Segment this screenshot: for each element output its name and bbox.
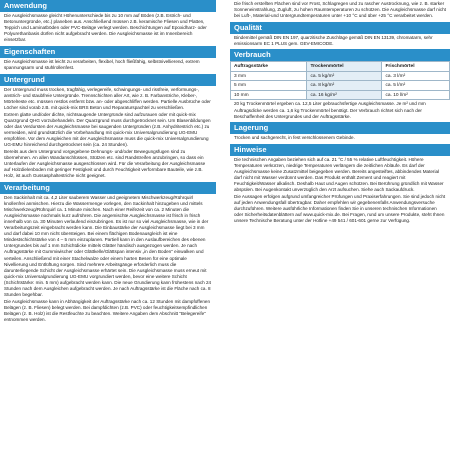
section-title-verarbeitung: Verarbeitung — [0, 182, 216, 194]
verbrauch-text — [230, 100, 450, 122]
section-title-untergrund: Untergrund — [0, 74, 216, 86]
verarbeitung-paragraph: Die Ausgleichsmasse kann in Abhängigkeit der Auftragsstärke nach ca. 12 Stunden mit dampfoffenen Belägen (z. B. Fliesen) belegt werden. Bei dampfdichten (z.B. PVC) oder feuchtigkeitsempfindlichen Belägen (z. B. Holz) ist die Restfeuchte zu beachten. Weitere Angaben dem Abschnitt "Belegereife" entnommen werden. — [4, 298, 210, 322]
table-cell: ca. 5 l/m² — [382, 81, 450, 91]
section-title-hinweise: Hinweise — [230, 144, 450, 156]
column-header-frischmoertel: Frischmörtel — [382, 62, 450, 72]
table-row — [231, 90, 450, 100]
hinweise-text — [230, 156, 450, 227]
untergrund-text — [0, 86, 216, 182]
table-cell: ca. 3 l/m² — [382, 71, 450, 81]
anwendung-paragraph: Die Ausgleichsmasse gleicht Höhenunterschiede bis zu 10 mm auf Böden (z.B. Estrich- und Betonuntergründe, etc.) planeben aus. Anschließend müssen z.B. keramische Fliesen und Platten, Teppich und Laminatböden oder PVC-Beläge verlegt werden. Beschichtungen auf Epoxidharz- oder Polyurethanbasis dürfen nicht aufgebracht werden. Die Ausgleichsmasse ist im Innenbereich einsetzbar. — [4, 13, 207, 43]
table-header-row — [231, 62, 450, 72]
section-title-verbrauch: Verbrauch — [230, 49, 450, 61]
hinweise-paragraph: Die technischen Angaben beziehen sich auf ca. 21 °C / 55 % relative Luftfeuchtigkeit. Höhere Temperaturen verkürzen, niedrige Temperaturen verlängern die zeitlichen Abläufe. Es darf der Ausgleichsmasse keine Zusatzmittel beigegeben werden. Bereits angesteiftes, abbindendes Material darf nicht mit Wasser verdünnt werden. Das Produkt enthält Zement und reagiert mit Feuchtigkeit/Wasser alkalisch. Deshalb Haut und Augen schützen. Bei Berührung gründlich mit Wasser abspülen. Bei Augenkontakt unverzüglich den Arzt aufsuchen. Siehe auch Sackaufdruck. — [234, 156, 444, 193]
table-cell: 10 mm — [231, 90, 307, 100]
table-cell: ca. 5 kg/m² — [307, 71, 382, 81]
lagerung-paragraph: Trocken und sachgerecht, in fest verschlossenem Gebinde. — [234, 135, 355, 141]
column-header-trockenmoertel: Trockenmörtel — [307, 62, 382, 72]
table-cell: ca. 10 l/m² — [382, 90, 450, 100]
intro-text — [230, 0, 450, 22]
section-title-qualitaet: Qualität — [230, 22, 450, 34]
verbrauch-paragraph: 20 kg Trockenmörtel ergeben ca. 12,5 Liter gebrauchsfertige Ausgleichsmasse. Je m² und mm Auftragsdicke werden ca. 1,6 kg Trockenmörtel benötigt. Der Verbrauch richtet sich nach der Beschaffenheit des Untergrundes und der Auftragsstärke. — [234, 101, 426, 119]
left-column — [0, 0, 216, 326]
column-header-auftragsstaerke: Auftragsstärke — [231, 62, 307, 72]
eigenschaften-paragraph: Die Ausgleichsmasse ist leicht zu verarbeiten, flexibel, hoch fließfähig, selbstnivellierend, extrem spannungsarm und stuhlrollenfest. — [4, 58, 200, 71]
table-cell: ca. 8 kg/m² — [307, 81, 382, 91]
untergrund-paragraph: Bereits aus dem Untergrund vorgegebene Dehnungs- und/oder Bewegungsfugen sind zu übernehmen. An allen Wandanschlüssen, Stützen etc. sind Randstreifen anzubringen, so dass ein Unterlaufen der Ausgleichsmasse ausgeschlossen wird. Für die Verarbeitung der Ausgleichsmasse auf Holzdielenboden mit geringer Festigkeit und durch Feuchtigkeit verformbare Bauteile, wie z.B. Holz, ist auch Gussasphaltestriche nicht geeignet. — [4, 148, 206, 178]
verbrauch-table — [230, 61, 450, 100]
section-title-eigenschaften: Eigenschaften — [0, 46, 216, 58]
section-title-anwendung: Anwendung — [0, 0, 216, 12]
verarbeitung-text — [0, 194, 216, 326]
table-row — [231, 81, 450, 91]
right-column — [230, 0, 450, 227]
hinweise-paragraph: Die Aussagen erfolgen aufgrund umfangreicher Prüfungen und Praxiserfahrungen. Sie sind jedoch nicht auf jeden Anwendungsfall übertragbar. Daher empfehlen wir gegebenenfalls Anwendungsversuche durchzuführen. Weitere ausführliche Informationen finden Sie in unseren technischen Informationen oder Sicherheitsdatenblättern auf www.quick-mix.de. Bei Fragen, rund um unsere Produkte, steht Ihnen unsere Technische Beratung unter der Hotline +49 541 / 601-601 gerne zur Verfügung. — [234, 193, 446, 224]
untergrund-paragraph: Der Untergrund muss trocken, tragfähig, verlegereife, schwingungs- und rissfreie, verformungs-, anstrich- und staubfreie Untergründe. Trennschichten aller Art, wie z. B. Farbanstriche, Kleber-, Mörtelreste etc. müssen restlos entfernt bzw. an- oder abgeschliffen werden. Partielle Ausbrüche oder Löcher sind vorab z.B. mit quick-mix BRS Beton und Reparaturspachtel zu verschließen. — [4, 86, 211, 110]
eigenschaften-text — [0, 58, 216, 74]
intro-paragraph: Die frisch erstellten Flächen sind vor Frost, Schlagregen und zu rascher Austrocknung, wie z. B. starker Sonneneinstrahlung, Zugluft, zu hohen Raumtemperaturen zu schützen. Die Ausgleichsmasse darf nicht bei Luft-, Material-und Untergrundtemperaturen unter +10 °C und über +25 °C verarbeitet werden. — [234, 1, 446, 19]
untergrund-paragraph: Extrem glatte und/oder dichte, nichtsaugende Untergründe sind aufzurauen oder mit quick-mix Quarzgrund QHG vorzubehandeln. Der Quarzgrund muss durchgetrocknet sein. Um Blasenbildungen oder das Verdursten der Ausgleichsmasse bei saugenden Untergründen (z.B. Anhydritestrich etc.) zu vermeiden, wird grundsätzlich die Vorbehandlung mit quick-mix Universalgrundierung UG-EMU empfohlen. Vor dem Ausgleichen mit der Ausgleichsmasse muss die quick-mix Universalgrundierung UG-EMU hinreichend durchgetrocknet sein (ca. 24 Stunden). — [4, 111, 211, 147]
table-cell: 3 mm — [231, 71, 307, 81]
qualitaet-paragraph: Bindemittel gemäß DIN EN 197, quarzitische Zuschläge gemäß DIN EN 13139, chromatarm, sehr emissionsarm EC 1 PLUS gem. GEV-EMICODE. — [234, 34, 433, 46]
table-row — [231, 71, 450, 81]
anwendung-text — [0, 12, 216, 46]
table-cell: ca. 16 kg/m² — [307, 90, 382, 100]
table-cell: 5 mm — [231, 81, 307, 91]
lagerung-text — [230, 134, 450, 144]
verarbeitung-paragraph: Den Sackinhalt mit ca. 4,2 Liter sauberem Wasser und geeignetem Mischwerkzeug/Rührquirl knollenfrei anmischen. Hierzu die Wassermenge vorlegen, den Sackinhalt hinzugeben und mittels Mischwerkzeug/Rührquirl ca. 1 Minute mischen. Nach einer Reifezeit von ca. 2 Minuten die Ausgleichsmasse nochmals kurz aufrühren. Die angemischte Ausgleichsmasse ist frisch in frisch innerhalb von ca. 30 Minuten verlaufend einzubringen. Es ist nur so viel Ausgleichsmasse, wie in der Verarbeitungszeit eingebracht werden kann. Die Einbaustärke der Ausgleichsmasse liegt bei 3 mm und darf dabei 10 mm nicht übersteigen. Bei einem flächigen Bodenausgleich ist eine Mindestschichtstärke von 4 – 5 mm einzuplanen. Partiell kann in den Auslaufbereichen des ebenen Untergrundes bis auf 1 mm Schichtdicke mittels Glätter händisch ausgezogen werden. Je nach Auftragsstärke mit Gummiwischer oder Glättkelle/Glättspan intensiv „in den Boden" einwalken und verteilen. Anschließend mit einer Stachelwalze oder einem harten Besen für eine optimale Nivellierung und Entlüftung sorgen. Sind mehrere Arbeitsgänge erforderlich muss die darunterliegende Schicht der Ausgleichsmasse erhärtet sein. Die Ausgleichsmasse muss erneut mit quick-mix Universalgrundierung UG-EMU vorgrundiert werden, bevor eine weitere Schicht (Schichtstärke: min. 5 mm) aufgebracht werden kann. Die neue Grundierung kann frühestens nach 24 Stunden nach dem Ausgleichen aufgebracht werden. Je nach Auftragsstärke ist die Fläche nach ca. 8 Stunden begehbar. — [4, 194, 212, 298]
qualitaet-text — [230, 34, 450, 50]
section-title-lagerung: Lagerung — [230, 122, 450, 134]
